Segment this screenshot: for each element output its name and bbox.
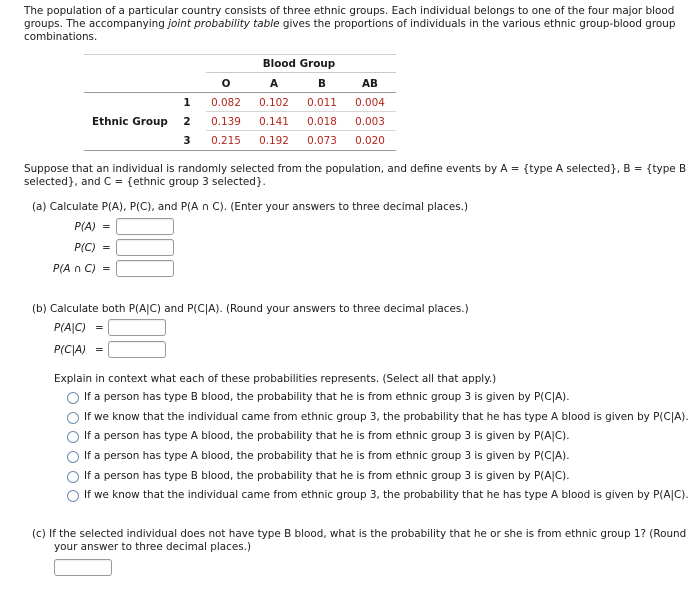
- table-cell: 0.020: [355, 135, 385, 147]
- equals-sign: =: [102, 242, 111, 254]
- option-label-3: If a person has type A blood, the probability that he is from ethnic group 3 is given by P(A|C).: [84, 430, 570, 442]
- label-p-a-and-c-text: P(A ∩ C): [53, 263, 96, 275]
- p-a-and-c-input[interactable]: [116, 260, 174, 277]
- option-label-4: If a person has type A blood, the probability that he is from ethnic group 3 is given by P(C|A).: [84, 450, 570, 462]
- part-c-line-2: your answer to three decimal places.): [54, 541, 252, 553]
- option-label-1: If a person has type B blood, the probability that he is from ethnic group 3 is given by P(C|A).: [84, 391, 570, 403]
- label-p-a-and-c: [36, 263, 96, 275]
- table-cell: 0.082: [211, 97, 241, 109]
- table-cell: 0.192: [259, 135, 289, 147]
- part-b-prompt: (b) Calculate both P(A|C) and P(C|A). (Round your answers to three decimal places.): [32, 303, 469, 315]
- table-top-rule: [84, 54, 396, 55]
- p-c-given-a-input[interactable]: [108, 341, 166, 358]
- table-cell: 0.141: [259, 116, 289, 128]
- equals-sign: =: [95, 344, 104, 356]
- table-bottom-rule: [84, 150, 396, 151]
- label-p-a: [36, 221, 96, 233]
- col-header-ab: AB: [362, 78, 378, 90]
- p-c-input[interactable]: [116, 239, 174, 256]
- row-label-1: 1: [183, 97, 191, 109]
- option-checkbox-5[interactable]: [67, 471, 79, 483]
- option-checkbox-3[interactable]: [67, 431, 79, 443]
- row-label-2: 2: [183, 116, 191, 128]
- equals-sign: =: [95, 322, 104, 334]
- row-rule: [206, 111, 396, 112]
- explain-prompt: Explain in context what each of these probabilities represents. (Select all that apply.): [54, 373, 497, 385]
- setup-line-2: selected}, and C = {ethnic group 3 selected}.: [24, 176, 266, 188]
- intro-line-1: The population of a particular country consists of three ethnic groups. Each individual belongs to one of the four major blood: [24, 5, 675, 17]
- option-label-6: If we know that the individual came from ethnic group 3, the probability that he has type A blood is given by P(A|C).: [84, 489, 689, 501]
- label-p-c: [36, 242, 96, 254]
- label-p-c-given-a-text: P(C|A): [54, 344, 87, 356]
- ethnic-group-header: Ethnic Group: [92, 116, 168, 128]
- table-cell: 0.102: [259, 97, 289, 109]
- table-cell: 0.215: [211, 135, 241, 147]
- col-header-a: A: [269, 78, 279, 90]
- setup-line-1: Suppose that an individual is randomly selected from the population, and define events by A = {type A selected}, B = {type B: [24, 163, 687, 175]
- col-header-o: O: [221, 78, 231, 90]
- option-label-2: If we know that the individual came from ethnic group 3, the probability that he has type A blood is given by P(C|A).: [84, 411, 689, 423]
- table-cell: 0.003: [355, 116, 385, 128]
- table-header-rule: [84, 92, 396, 93]
- option-checkbox-1[interactable]: [67, 392, 79, 404]
- table-cell: 0.139: [211, 116, 241, 128]
- label-p-a-given-c: [54, 322, 86, 334]
- p-a-given-c-input[interactable]: [108, 319, 166, 336]
- option-checkbox-6[interactable]: [67, 490, 79, 502]
- row-label-3: 3: [183, 135, 191, 147]
- part-c-line-1: (c) If the selected individual does not have type B blood, what is the probability that he or she is from ethnic group 1? (Round: [32, 528, 687, 540]
- intro-emphasis: joint probability table: [168, 18, 280, 30]
- label-p-a-given-c-text: P(A|C): [54, 322, 87, 334]
- intro-line-2a: groups. The accompanying: [24, 18, 169, 30]
- equals-sign: =: [102, 221, 111, 233]
- label-p-c-given-a: [54, 344, 86, 356]
- p-a-input[interactable]: [116, 218, 174, 235]
- table-cell: 0.011: [307, 97, 337, 109]
- equals-sign: =: [102, 263, 111, 275]
- blood-group-header: Blood Group: [262, 58, 336, 70]
- table-cell: 0.018: [307, 116, 337, 128]
- table-cell: 0.073: [307, 135, 337, 147]
- intro-line-2: [24, 18, 675, 30]
- label-p-c-text: P(C): [74, 242, 96, 254]
- option-label-5: If a person has type B blood, the probability that he is from ethnic group 3 is given by P(A|C).: [84, 470, 570, 482]
- option-checkbox-4[interactable]: [67, 451, 79, 463]
- col-header-b: B: [318, 78, 326, 90]
- row-rule: [206, 130, 396, 131]
- intro-line-2b: gives the proportions of individuals in the various ethnic group-blood group: [279, 18, 676, 30]
- option-checkbox-2[interactable]: [67, 412, 79, 424]
- blood-group-rule: [206, 72, 396, 73]
- label-p-a-text: P(A): [74, 221, 96, 233]
- part-c-input[interactable]: [54, 559, 112, 576]
- table-cell: 0.004: [355, 97, 385, 109]
- intro-line-3: combinations.: [24, 31, 98, 43]
- part-a-prompt: (a) Calculate P(A), P(C), and P(A ∩ C). (Enter your answers to three decimal places.): [32, 201, 469, 213]
